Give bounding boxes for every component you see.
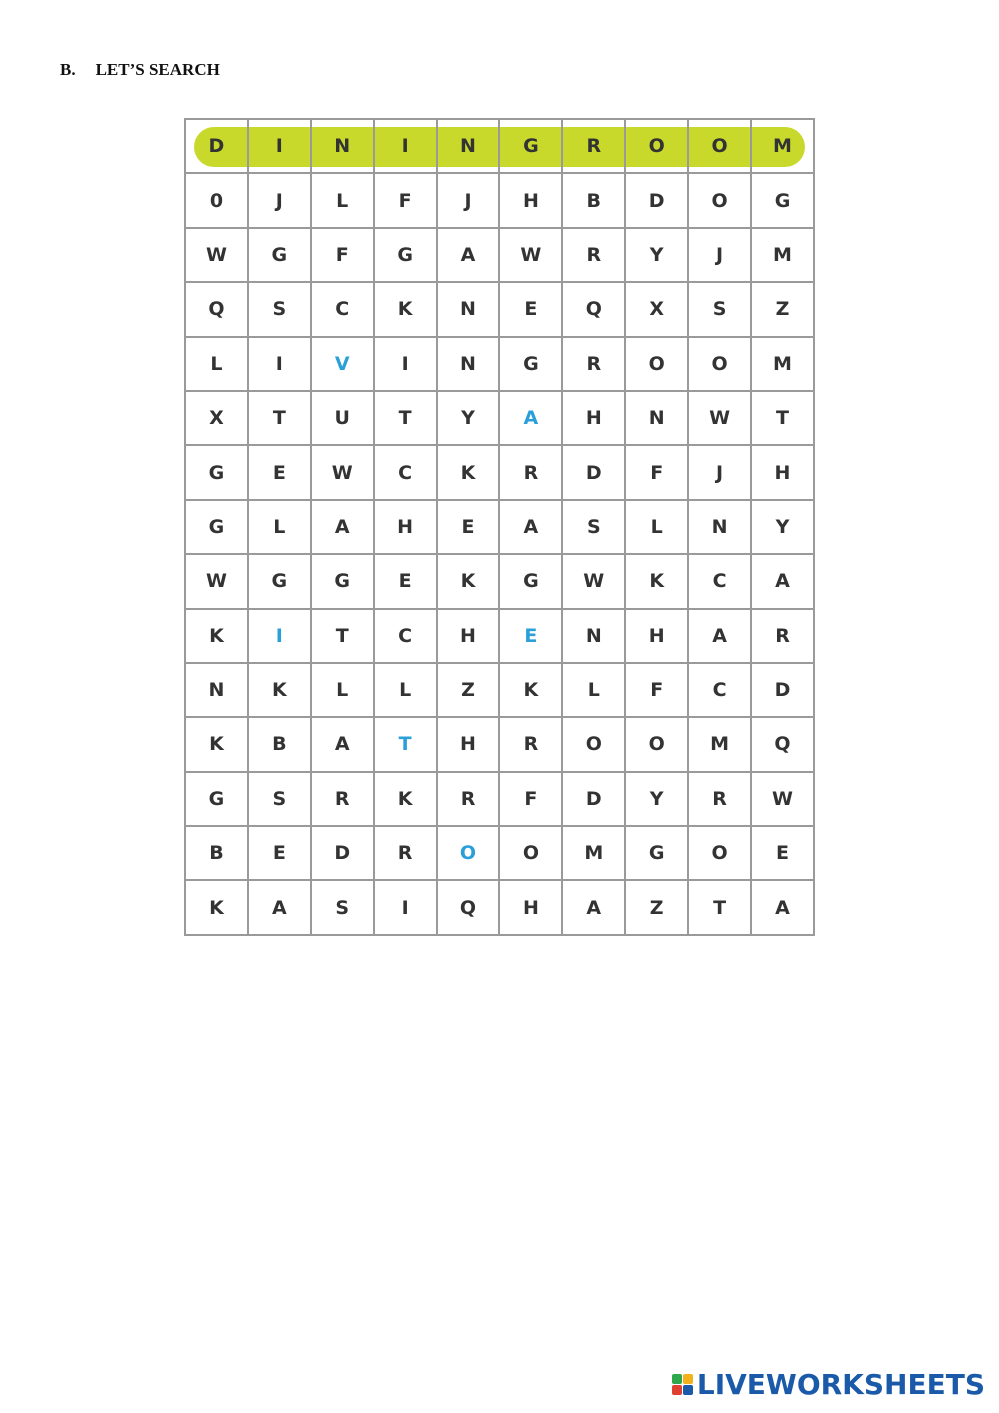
grid-cell[interactable]: G [499,554,562,608]
grid-cell[interactable]: Q [185,282,248,336]
grid-cell[interactable]: O [499,826,562,880]
grid-row [185,173,814,227]
grid-row [185,337,814,391]
grid-cell[interactable]: E [499,609,562,663]
grid-cell[interactable]: L [248,500,311,554]
grid-cell[interactable]: W [562,554,625,608]
grid-cell[interactable]: S [248,282,311,336]
grid-cell[interactable]: O [688,826,751,880]
grid-cell[interactable]: D [562,445,625,499]
grid-cell[interactable]: S [311,880,374,935]
grid-cell[interactable]: D [311,826,374,880]
grid-cell[interactable]: N [437,337,500,391]
grid-cell[interactable]: I [248,609,311,663]
grid-cell[interactable]: R [562,119,625,173]
grid-cell[interactable]: M [751,228,814,282]
grid-cell[interactable]: W [311,445,374,499]
grid-cell[interactable]: T [374,391,437,445]
grid-cell[interactable]: I [248,337,311,391]
liveworksheets-logo-icon [672,1374,693,1395]
grid-cell[interactable]: G [625,826,688,880]
logo-text: LIVEWORKSHEETS [696,1368,985,1401]
grid-cell[interactable]: A [437,228,500,282]
grid-cell[interactable]: E [374,554,437,608]
grid-cell[interactable]: K [437,554,500,608]
word-search-table [184,118,815,936]
grid-cell[interactable]: H [437,717,500,771]
grid-cell[interactable]: R [437,772,500,826]
grid-cell[interactable]: D [185,119,248,173]
grid-cell[interactable]: E [751,826,814,880]
grid-cell[interactable]: W [688,391,751,445]
grid-cell[interactable]: G [185,772,248,826]
grid-cell[interactable]: D [562,772,625,826]
grid-cell[interactable]: A [248,880,311,935]
grid-cell[interactable]: N [185,663,248,717]
grid-cell[interactable]: J [688,228,751,282]
grid-cell[interactable]: A [562,880,625,935]
grid-cell[interactable]: I [374,119,437,173]
grid-cell[interactable]: O [625,717,688,771]
grid-cell[interactable]: L [562,663,625,717]
grid-cell[interactable]: K [248,663,311,717]
section-title: LET’S SEARCH [95,60,220,79]
grid-cell[interactable]: I [248,119,311,173]
grid-cell[interactable]: Z [437,663,500,717]
grid-cell[interactable]: K [185,717,248,771]
grid-cell[interactable]: D [625,173,688,227]
grid-cell[interactable]: T [374,717,437,771]
grid-row [185,228,814,282]
grid-cell[interactable]: N [311,119,374,173]
grid-cell[interactable]: K [374,772,437,826]
grid-cell[interactable]: H [625,609,688,663]
grid-cell[interactable]: K [499,663,562,717]
grid-cell[interactable]: T [248,391,311,445]
grid-cell[interactable]: Z [625,880,688,935]
grid-cell[interactable]: C [688,554,751,608]
grid-cell[interactable]: H [499,173,562,227]
grid-cell[interactable]: A [688,609,751,663]
grid-cell[interactable]: R [374,826,437,880]
grid-cell[interactable]: R [311,772,374,826]
grid-cell[interactable]: L [625,500,688,554]
grid-cell[interactable]: Z [751,282,814,336]
grid-row [185,445,814,499]
grid-cell[interactable]: J [688,445,751,499]
grid-row [185,772,814,826]
grid-cell[interactable]: F [625,445,688,499]
grid-cell[interactable]: R [751,609,814,663]
grid-cell[interactable]: C [374,609,437,663]
grid-cell[interactable]: A [311,500,374,554]
grid-cell[interactable]: E [248,826,311,880]
grid-cell[interactable]: S [688,282,751,336]
grid-row [185,554,814,608]
grid-row [185,391,814,445]
grid-cell[interactable]: F [499,772,562,826]
grid-cell[interactable]: C [688,663,751,717]
grid-cell[interactable]: Y [751,500,814,554]
grid-cell[interactable]: K [437,445,500,499]
grid-cell[interactable]: Q [562,282,625,336]
grid-cell[interactable]: L [185,337,248,391]
grid-cell[interactable]: M [562,826,625,880]
grid-cell[interactable]: K [625,554,688,608]
grid-cell[interactable]: H [751,445,814,499]
grid-cell[interactable]: F [311,228,374,282]
grid-cell[interactable]: H [499,880,562,935]
grid-cell[interactable]: O [625,337,688,391]
grid-row [185,119,814,173]
liveworksheets-logo [672,1368,985,1401]
grid-cell[interactable]: R [499,445,562,499]
grid-cell[interactable]: M [751,119,814,173]
grid-cell[interactable]: O [688,119,751,173]
grid-cell[interactable]: G [248,554,311,608]
grid-row [185,282,814,336]
grid-cell[interactable]: J [437,173,500,227]
grid-cell[interactable]: O [562,717,625,771]
grid-cell[interactable]: W [185,228,248,282]
grid-row [185,717,814,771]
grid-cell[interactable]: L [374,663,437,717]
grid-cell[interactable]: G [311,554,374,608]
grid-cell[interactable]: B [185,826,248,880]
grid-cell[interactable]: L [311,173,374,227]
grid-cell[interactable]: C [374,445,437,499]
grid-cell[interactable]: I [374,880,437,935]
grid-cell[interactable]: O [688,337,751,391]
grid-cell[interactable]: H [437,609,500,663]
grid-cell[interactable]: F [625,663,688,717]
grid-cell[interactable]: V [311,337,374,391]
grid-row [185,609,814,663]
grid-cell[interactable]: J [248,173,311,227]
grid-cell[interactable]: K [185,880,248,935]
grid-row [185,663,814,717]
grid-cell[interactable]: A [751,554,814,608]
grid-cell[interactable]: M [751,337,814,391]
grid-cell[interactable]: L [311,663,374,717]
grid-cell[interactable]: Y [625,772,688,826]
grid-cell[interactable]: R [562,228,625,282]
grid-cell[interactable]: H [374,500,437,554]
word-search-grid [184,118,815,936]
grid-cell[interactable]: Y [625,228,688,282]
grid-cell[interactable]: X [625,282,688,336]
grid-cell[interactable]: N [688,500,751,554]
grid-cell[interactable]: S [562,500,625,554]
grid-cell[interactable]: G [248,228,311,282]
grid-row [185,500,814,554]
grid-cell[interactable]: A [751,880,814,935]
grid-cell[interactable]: K [185,609,248,663]
grid-cell[interactable]: N [437,119,500,173]
grid-cell[interactable]: N [437,282,500,336]
grid-cell[interactable]: G [499,337,562,391]
grid-cell[interactable]: G [499,119,562,173]
grid-cell[interactable]: A [499,500,562,554]
grid-cell[interactable]: X [185,391,248,445]
grid-cell[interactable]: H [562,391,625,445]
grid-cell[interactable]: S [248,772,311,826]
grid-row [185,826,814,880]
grid-cell[interactable]: A [311,717,374,771]
grid-cell[interactable]: M [688,717,751,771]
grid-row [185,880,814,935]
grid-cell[interactable]: O [437,826,500,880]
grid-cell[interactable]: G [185,445,248,499]
grid-cell[interactable]: F [374,173,437,227]
grid-cell[interactable]: Q [751,717,814,771]
grid-cell[interactable]: W [499,228,562,282]
grid-cell[interactable]: N [562,609,625,663]
grid-cell[interactable]: B [248,717,311,771]
section-letter: B. [60,60,76,79]
grid-cell[interactable]: 0 [185,173,248,227]
grid-cell[interactable]: K [374,282,437,336]
grid-cell[interactable]: G [185,500,248,554]
grid-cell[interactable]: T [688,880,751,935]
grid-cell[interactable]: B [562,173,625,227]
grid-cell[interactable]: R [499,717,562,771]
grid-cell[interactable]: E [248,445,311,499]
grid-cell[interactable]: O [688,173,751,227]
grid-cell[interactable]: Q [437,880,500,935]
grid-cell[interactable]: W [185,554,248,608]
grid-cell[interactable]: W [751,772,814,826]
grid-cell[interactable]: Y [437,391,500,445]
grid-cell[interactable]: G [374,228,437,282]
grid-cell[interactable]: R [562,337,625,391]
grid-cell[interactable]: A [499,391,562,445]
grid-cell[interactable]: T [311,609,374,663]
section-heading [60,60,220,80]
grid-cell[interactable]: R [688,772,751,826]
grid-cell[interactable]: E [437,500,500,554]
grid-cell[interactable]: O [625,119,688,173]
grid-cell[interactable]: G [751,173,814,227]
grid-cell[interactable]: C [311,282,374,336]
grid-cell[interactable]: D [751,663,814,717]
grid-cell[interactable]: I [374,337,437,391]
grid-cell[interactable]: E [499,282,562,336]
grid-cell[interactable]: U [311,391,374,445]
grid-cell[interactable]: N [625,391,688,445]
grid-cell[interactable]: T [751,391,814,445]
